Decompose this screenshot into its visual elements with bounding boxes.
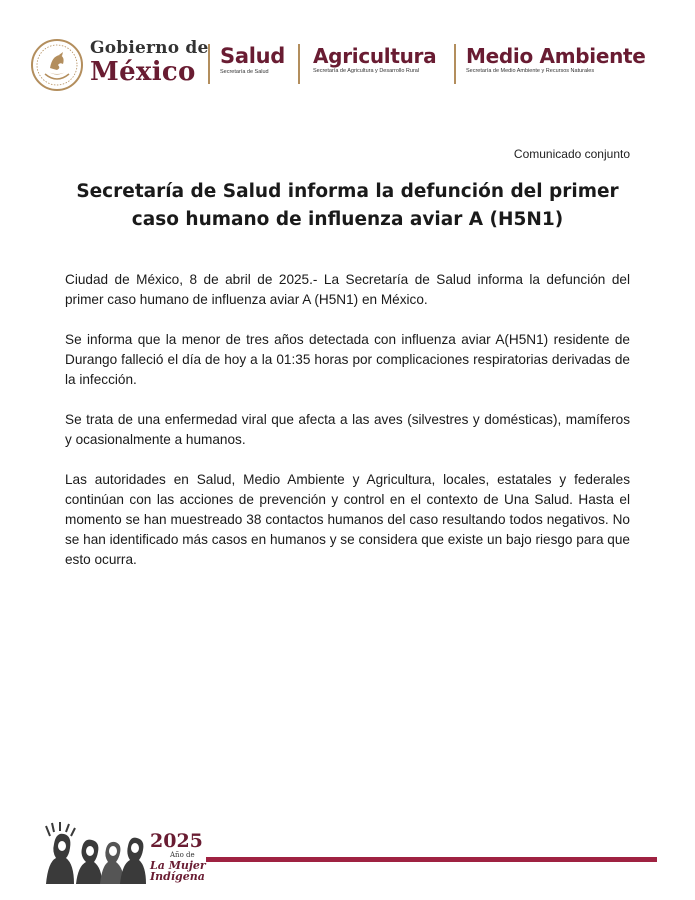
mexico-seal-icon bbox=[30, 38, 84, 92]
indigenous-women-illustration-icon bbox=[42, 822, 146, 884]
divider bbox=[298, 44, 300, 84]
department-name: Salud bbox=[220, 44, 285, 68]
divider bbox=[208, 44, 210, 84]
year-mujer-text: La Mujer bbox=[150, 859, 206, 872]
department-subtitle: Secretaría de Medio Ambiente y Recursos Naturales bbox=[466, 68, 595, 74]
paragraph: Se informa que la menor de tres años detectada con influenza aviar A(H5N1) residente de Durango falleció el día de hoy a la 01:35 horas por complicaciones respiratorias derivadas de la infección. bbox=[65, 332, 630, 387]
department-medio-ambiente bbox=[466, 46, 646, 75]
document-title bbox=[60, 178, 635, 234]
footer-bar bbox=[206, 857, 657, 862]
department-name: Medio Ambiente bbox=[466, 44, 646, 68]
department-subtitle: Secretaría de Agricultura y Desarrollo Rural bbox=[313, 68, 420, 74]
department-salud bbox=[220, 46, 285, 76]
paragraph: Ciudad de México, 8 de abril de 2025.- La Secretaría de Salud informa la defunción del primer caso humano de influenza aviar A (H5N1) en México. bbox=[65, 272, 630, 307]
letterhead bbox=[30, 36, 670, 96]
year-of-indigenous-woman-logo bbox=[150, 832, 206, 882]
year-ano-text: Año de bbox=[170, 851, 195, 859]
year-indigena-text: Indígena bbox=[150, 870, 205, 883]
year-number: 2025 bbox=[150, 830, 203, 852]
title-line: Secretaría de Salud informa la defunción del primer bbox=[76, 181, 619, 202]
document-label: Comunicado conjunto bbox=[513, 147, 630, 161]
department-name: Agricultura bbox=[313, 44, 437, 68]
divider bbox=[454, 44, 456, 84]
title-line: caso humano de influenza aviar A (H5N1) bbox=[131, 209, 564, 230]
department-subtitle: Secretaría de Salud bbox=[220, 69, 269, 75]
department-agricultura bbox=[313, 46, 436, 75]
gobierno-line1: Gobierno de bbox=[90, 38, 209, 58]
gobierno-line2: México bbox=[90, 57, 196, 87]
paragraph: Se trata de una enfermedad viral que afecta a las aves (silvestres y domésticas), mamíferos y ocasionalmente a humanos. bbox=[65, 412, 630, 447]
gobierno-de-mexico-logo bbox=[90, 40, 209, 85]
paragraph: Las autoridades en Salud, Medio Ambiente y Agricultura, locales, estatales y federales continúan con las acciones de prevención y control en el contexto de Una Salud. Hasta el momento se han muestreado 38 contactos humanos del caso resultando todos negativos. No se han identificado más casos en humanos y se considera que existe un bajo riesgo para que esto ocurra. bbox=[65, 472, 630, 567]
document-body bbox=[65, 270, 630, 590]
